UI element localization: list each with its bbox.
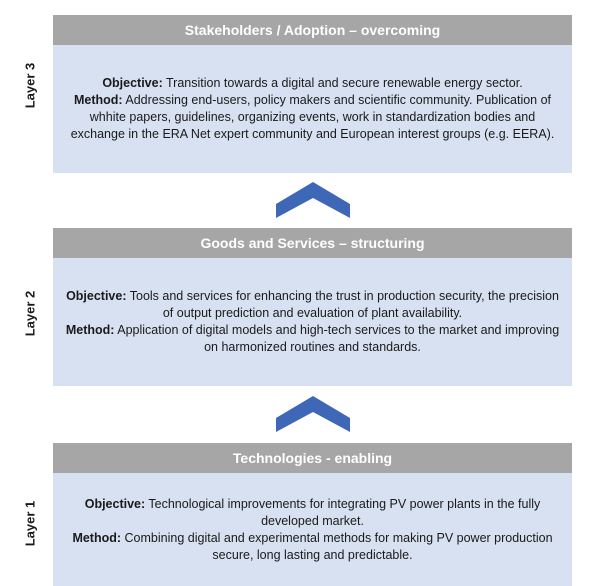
layer-2-label: Layer 2 [22,290,38,336]
layer-2-objective-label: Objective: [66,289,127,303]
layer-1-block [53,443,572,586]
layer-1-body [53,473,572,586]
layer-1-title: Technologies - enabling [53,443,572,473]
layer-1-method-label: Method: [72,530,122,545]
layer-1-objective [65,496,560,530]
layer-2-method [65,322,560,356]
layer-1-label: Layer 1 [22,500,38,546]
layer-3-objective [65,75,560,92]
layer-3-block [53,15,572,173]
layer-2-body [53,258,572,386]
layer-3-title: Stakeholders / Adoption – overcoming [53,15,572,45]
layer-1-objective-text: Technological improvements for integrating PV power plants in the fully developed market. [148,496,541,528]
layer-2-objective [65,288,560,322]
layer-3-method-text: Addressing end-users, policy makers and scientific community. Publication of whhite papers, guidelines, organizing events, work in standardization bodies and exchange in the ERA Net expert community and European interest groups (e.g. EERA). [70,93,555,141]
layer-2-title: Goods and Services – structuring [53,228,572,258]
layer-1-method [65,530,560,564]
up-chevron-arrow-1-icon [276,182,350,218]
layer-3-method [65,92,560,143]
up-chevron-arrow-2-icon [276,396,350,432]
layer-3-objective-text: Transition towards a digital and secure renewable energy sector. [166,76,523,90]
layer-2-block [53,228,572,386]
layer-1-objective-label: Objective: [84,496,146,511]
layer-2-method-text: Application of digital models and high-tech services to the market and improving on harmonized routines and standards. [117,323,560,354]
layer-2-objective-text: Tools and services for enhancing the trust in production security, the precision of output prediction and evaluation of plant availability. [129,289,559,320]
layer-3-label: Layer 3 [22,62,38,108]
layer-3-objective-label: Objective: [102,76,163,90]
layer-3-body [53,45,572,173]
layer-2-method-label: Method: [65,323,115,337]
layer-1-method-text: Combining digital and experimental methods for making PV power production secure, long lasting and predictable. [124,530,553,562]
layer-3-method-label: Method: [73,93,123,107]
